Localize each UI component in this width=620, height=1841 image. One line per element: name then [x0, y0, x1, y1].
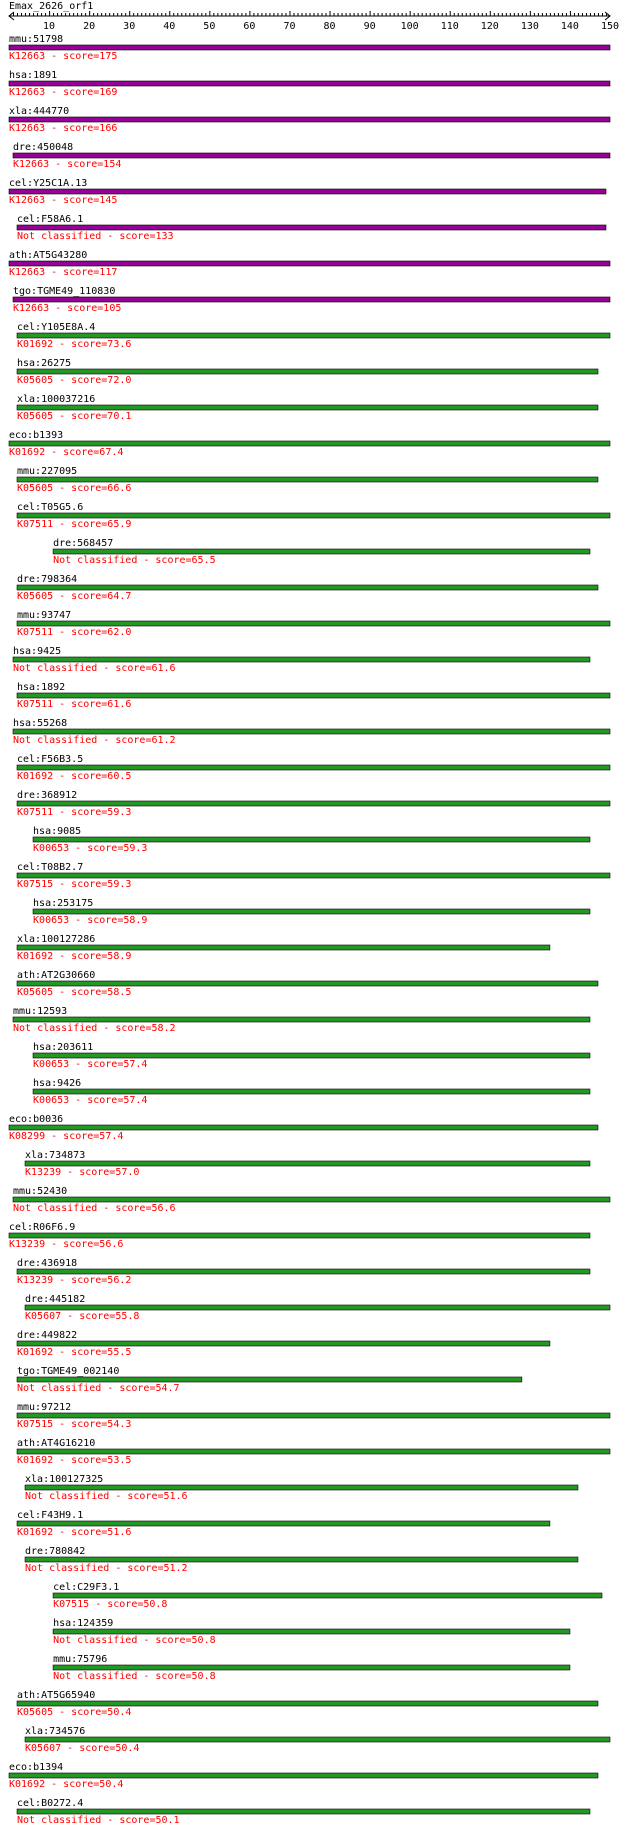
hit-id-label[interactable]: dre:798364 — [17, 574, 78, 585]
hit-row — [33, 826, 590, 854]
ruler-tick-label: 20 — [83, 21, 96, 32]
hit-annotation-label[interactable]: K13239 - score=57.0 — [25, 1167, 140, 1178]
hit-row — [9, 70, 610, 98]
query-title: Emax_2626_orf1 — [9, 1, 94, 12]
hit-alignment-bar[interactable] — [13, 1017, 590, 1022]
hit-id-label[interactable]: xla:100127325 — [25, 1474, 104, 1485]
hit-alignment-bar[interactable] — [25, 1737, 610, 1742]
hit-id-label[interactable]: mmu:75796 — [53, 1654, 108, 1665]
hit-annotation-label[interactable]: K12663 - score=145 — [9, 195, 118, 206]
hit-alignment-bar[interactable] — [9, 189, 606, 194]
hit-alignment-bar[interactable] — [17, 1521, 550, 1526]
hit-list — [9, 34, 610, 1826]
hit-alignment-bar[interactable] — [17, 369, 598, 374]
hit-alignment-bar[interactable] — [17, 477, 598, 482]
hit-id-label[interactable]: ath:AT5G65940 — [17, 1690, 96, 1701]
hit-alignment-bar[interactable] — [25, 1305, 610, 1310]
hit-annotation-label[interactable]: K05607 - score=55.8 — [25, 1311, 140, 1322]
hit-id-label[interactable]: xla:734873 — [25, 1150, 86, 1161]
hit-row — [17, 1402, 610, 1430]
hit-row — [17, 970, 598, 998]
hit-row — [53, 1618, 570, 1646]
hit-row — [53, 1654, 570, 1682]
hit-alignment-bar[interactable] — [25, 1161, 590, 1166]
hit-id-label[interactable]: xla:100037216 — [17, 394, 96, 405]
ruler-tick-label: 30 — [123, 21, 136, 32]
hit-annotation-label[interactable]: K05605 - score=50.4 — [17, 1707, 132, 1718]
hit-row — [17, 790, 610, 818]
hit-row — [25, 1726, 610, 1754]
hit-id-label[interactable]: ath:AT4G16210 — [17, 1438, 96, 1449]
hit-alignment-bar[interactable] — [17, 1701, 598, 1706]
hit-alignment-bar[interactable] — [17, 873, 610, 878]
hit-id-label[interactable]: mmu:227095 — [17, 466, 78, 477]
ruler-tick-label: 150 — [600, 21, 620, 32]
hit-alignment-bar[interactable] — [53, 1629, 570, 1634]
hit-row — [17, 934, 550, 962]
hit-annotation-label[interactable]: K07511 - score=62.0 — [17, 627, 132, 638]
hit-annotation-label[interactable]: K00653 - score=59.3 — [33, 843, 148, 854]
hit-row — [53, 1582, 602, 1610]
hit-id-label[interactable]: hsa:203611 — [33, 1042, 94, 1053]
hit-annotation-label[interactable]: K05605 - score=64.7 — [17, 591, 132, 602]
hit-id-label[interactable]: dre:568457 — [53, 538, 114, 549]
hit-annotation-label[interactable]: Not classified - score=51.2 — [25, 1563, 188, 1574]
hit-alignment-bar[interactable] — [17, 1809, 590, 1814]
hit-row — [17, 1798, 590, 1826]
hit-annotation-label[interactable]: K07511 - score=65.9 — [17, 519, 132, 530]
hit-annotation-label[interactable]: K12663 - score=166 — [9, 123, 118, 134]
hit-alignment-bar[interactable] — [13, 1197, 610, 1202]
hit-row — [9, 34, 610, 62]
hit-alignment-bar[interactable] — [13, 657, 590, 662]
hit-annotation-label[interactable]: K01692 - score=50.4 — [9, 1779, 124, 1790]
hit-alignment-bar[interactable] — [17, 1269, 590, 1274]
hit-annotation-label[interactable]: K05605 - score=72.0 — [17, 375, 132, 386]
hit-row — [9, 250, 610, 278]
ruler-tick-label: 140 — [560, 21, 579, 32]
hit-row — [25, 1546, 578, 1574]
hit-alignment-bar[interactable] — [17, 333, 610, 338]
hit-annotation-label[interactable]: K05605 - score=66.6 — [17, 483, 132, 494]
hit-id-label[interactable]: xla:444770 — [9, 106, 70, 117]
hit-alignment-bar[interactable] — [9, 117, 610, 122]
hit-annotation-label[interactable]: K01692 - score=67.4 — [9, 447, 124, 458]
hit-id-label[interactable]: mmu:52430 — [13, 1186, 68, 1197]
hit-row — [13, 718, 610, 746]
hit-annotation-label[interactable]: K07515 - score=59.3 — [17, 879, 132, 890]
ruler-tick-label: 100 — [400, 21, 419, 32]
hit-annotation-label[interactable]: K07511 - score=59.3 — [17, 807, 132, 818]
hit-id-label[interactable]: cel:B0272.4 — [17, 1798, 84, 1809]
hit-row — [17, 1438, 610, 1466]
hit-alignment-bar[interactable] — [25, 1485, 578, 1490]
hit-alignment-bar[interactable] — [17, 621, 610, 626]
hit-alignment-bar[interactable] — [13, 153, 610, 158]
hit-annotation-label[interactable]: Not classified - score=61.6 — [13, 663, 176, 674]
hit-alignment-bar[interactable] — [9, 1233, 590, 1238]
ruler-tick-label: 120 — [480, 21, 499, 32]
hit-row — [17, 610, 610, 638]
hit-id-label[interactable]: hsa:26275 — [17, 358, 72, 369]
hit-row — [17, 1258, 590, 1286]
hit-annotation-label[interactable]: K01692 - score=60.5 — [17, 771, 132, 782]
hit-annotation-label[interactable]: K13239 - score=56.6 — [9, 1239, 124, 1250]
position-ruler — [9, 11, 619, 32]
hit-alignment-bar[interactable] — [33, 1089, 590, 1094]
hit-alignment-bar[interactable] — [17, 945, 550, 950]
hit-alignment-bar[interactable] — [17, 225, 606, 230]
hit-alignment-bar[interactable] — [17, 765, 610, 770]
hit-alignment-bar[interactable] — [33, 909, 590, 914]
hit-row — [17, 574, 598, 602]
hit-alignment-bar[interactable] — [17, 981, 598, 986]
hit-id-label[interactable]: mmu:12593 — [13, 1006, 68, 1017]
hit-annotation-label[interactable]: K01692 - score=53.5 — [17, 1455, 132, 1466]
hit-annotation-label[interactable]: K00653 - score=58.9 — [33, 915, 148, 926]
hit-annotation-label[interactable]: Not classified - score=65.5 — [53, 555, 216, 566]
hit-row — [9, 106, 610, 134]
hit-alignment-bar[interactable] — [33, 1053, 590, 1058]
hit-alignment-bar[interactable] — [9, 81, 610, 86]
hit-annotation-label[interactable]: K12663 - score=175 — [9, 51, 118, 62]
hit-annotation-label[interactable]: K00653 - score=57.4 — [33, 1095, 148, 1106]
hit-id-label[interactable]: eco:b1394 — [9, 1762, 64, 1773]
hit-id-label[interactable]: hsa:1891 — [9, 70, 58, 81]
hit-id-label[interactable]: dre:449822 — [17, 1330, 78, 1341]
hit-annotation-label[interactable]: Not classified - score=50.1 — [17, 1815, 180, 1826]
hit-id-label[interactable]: hsa:9426 — [33, 1078, 82, 1089]
hit-id-label[interactable]: cel:C29F3.1 — [53, 1582, 120, 1593]
hit-id-label[interactable]: ath:AT2G30660 — [17, 970, 96, 981]
hit-id-label[interactable]: hsa:9085 — [33, 826, 82, 837]
hit-annotation-label[interactable]: K07515 - score=50.8 — [53, 1599, 168, 1610]
hit-annotation-label[interactable]: K00653 - score=57.4 — [33, 1059, 148, 1070]
hit-id-label[interactable]: tgo:TGME49_002140 — [17, 1366, 120, 1377]
hit-row — [53, 538, 590, 566]
hit-alignment-bar[interactable] — [9, 45, 610, 50]
hit-annotation-label[interactable]: Not classified - score=56.6 — [13, 1203, 176, 1214]
hit-row — [9, 1762, 598, 1790]
hit-alignment-bar[interactable] — [17, 585, 598, 590]
hit-row — [17, 682, 610, 710]
hit-id-label[interactable]: dre:436918 — [17, 1258, 78, 1269]
hit-row — [9, 1114, 598, 1142]
hit-id-label[interactable]: hsa:9425 — [13, 646, 62, 657]
hit-id-label[interactable]: dre:368912 — [17, 790, 78, 801]
hit-row — [25, 1150, 590, 1178]
hit-alignment-bar[interactable] — [53, 1593, 602, 1598]
hit-alignment-bar[interactable] — [53, 549, 590, 554]
hit-id-label[interactable]: cel:T05G5.6 — [17, 502, 84, 513]
ruler-tick-label: 80 — [323, 21, 336, 32]
hit-row — [9, 430, 610, 458]
hit-id-label[interactable]: cel:F43H9.1 — [17, 1510, 84, 1521]
hit-id-label[interactable]: xla:734576 — [25, 1726, 86, 1737]
hit-id-label[interactable]: hsa:124359 — [53, 1618, 114, 1629]
hit-row — [13, 142, 610, 170]
hit-annotation-label[interactable]: K07515 - score=54.3 — [17, 1419, 132, 1430]
hit-id-label[interactable]: cel:R06F6.9 — [9, 1222, 76, 1233]
hit-id-label[interactable]: cel:F58A6.1 — [17, 214, 84, 225]
hit-alignment-bar[interactable] — [17, 1413, 610, 1418]
hit-id-label[interactable]: xla:100127286 — [17, 934, 96, 945]
hit-row — [17, 862, 610, 890]
ruler-tick-label: 10 — [43, 21, 56, 32]
hit-id-label[interactable]: hsa:253175 — [33, 898, 94, 909]
hit-alignment-bar[interactable] — [17, 693, 610, 698]
ruler-tick-label: 110 — [440, 21, 459, 32]
hit-row — [17, 214, 606, 242]
hit-row — [25, 1294, 610, 1322]
hit-id-label[interactable]: mmu:93747 — [17, 610, 72, 621]
hit-alignment-bar[interactable] — [17, 513, 610, 518]
hit-annotation-label[interactable]: K01692 - score=58.9 — [17, 951, 132, 962]
hit-row — [17, 322, 610, 350]
hit-alignment-bar[interactable] — [17, 405, 598, 410]
ruler-tick-label: 90 — [363, 21, 376, 32]
hit-id-label[interactable]: cel:F56B3.5 — [17, 754, 84, 765]
hit-id-label[interactable]: eco:b0036 — [9, 1114, 64, 1125]
hit-alignment-bar[interactable] — [17, 801, 610, 806]
hit-alignment-bar[interactable] — [13, 729, 610, 734]
hit-annotation-label[interactable]: K05607 - score=50.4 — [25, 1743, 140, 1754]
hit-alignment-bar[interactable] — [9, 441, 610, 446]
hit-annotation-label[interactable]: Not classified - score=61.2 — [13, 735, 176, 746]
ruler-tick-label: 40 — [163, 21, 176, 32]
hit-annotation-label[interactable]: K05605 - score=58.5 — [17, 987, 132, 998]
hit-alignment-bar[interactable] — [9, 261, 610, 266]
hit-id-label[interactable]: tgo:TGME49_110830 — [13, 286, 116, 297]
hit-row — [25, 1474, 578, 1502]
hit-annotation-label[interactable]: K12663 - score=154 — [13, 159, 122, 170]
hit-annotation-label[interactable]: K01692 - score=55.5 — [17, 1347, 132, 1358]
hit-annotation-label[interactable]: Not classified - score=54.7 — [17, 1383, 180, 1394]
hit-annotation-label[interactable]: Not classified - score=50.8 — [53, 1635, 216, 1646]
hit-annotation-label[interactable]: K07511 - score=61.6 — [17, 699, 132, 710]
hit-row — [9, 178, 606, 206]
hit-annotation-label[interactable]: K12663 - score=169 — [9, 87, 118, 98]
hit-row — [13, 1186, 610, 1214]
hit-alignment-bar[interactable] — [9, 1773, 598, 1778]
hit-row — [13, 646, 590, 674]
hit-row — [17, 1330, 550, 1358]
hit-alignment-bar[interactable] — [53, 1665, 570, 1670]
hit-id-label[interactable]: dre:780842 — [25, 1546, 86, 1557]
hit-id-label[interactable]: hsa:55268 — [13, 718, 68, 729]
hit-row — [13, 286, 610, 314]
hit-alignment-bar[interactable] — [17, 1341, 550, 1346]
hit-row — [33, 898, 590, 926]
hit-row — [17, 502, 610, 530]
hit-annotation-label[interactable]: Not classified - score=133 — [17, 231, 174, 242]
hit-id-label[interactable]: ath:AT5G43280 — [9, 250, 88, 261]
ruler-tick-label: 70 — [283, 21, 296, 32]
hit-id-label[interactable]: cel:Y105E8A.4 — [17, 322, 96, 333]
hit-annotation-label[interactable]: Not classified - score=51.6 — [25, 1491, 188, 1502]
hit-id-label[interactable]: eco:b1393 — [9, 430, 64, 441]
hit-row — [33, 1078, 590, 1106]
hit-row — [17, 358, 598, 386]
hit-row — [17, 1366, 522, 1394]
hit-annotation-label[interactable]: K12663 - score=117 — [9, 267, 118, 278]
hit-alignment-bar[interactable] — [9, 1125, 598, 1130]
hit-annotation-label[interactable]: Not classified - score=58.2 — [13, 1023, 176, 1034]
hit-row — [17, 394, 598, 422]
hit-alignment-bar[interactable] — [25, 1557, 578, 1562]
ruler-tick-label: 60 — [243, 21, 256, 32]
hit-id-label[interactable]: cel:T08B2.7 — [17, 862, 84, 873]
hit-id-label[interactable]: dre:445182 — [25, 1294, 86, 1305]
hit-id-label[interactable]: mmu:51798 — [9, 34, 64, 45]
hit-alignment-bar[interactable] — [13, 297, 610, 302]
hit-alignment-bar[interactable] — [17, 1449, 610, 1454]
hit-annotation-label[interactable]: K08299 - score=57.4 — [9, 1131, 124, 1142]
hit-annotation-label[interactable]: Not classified - score=50.8 — [53, 1671, 216, 1682]
hit-row — [13, 1006, 590, 1034]
hit-id-label[interactable]: dre:450048 — [13, 142, 74, 153]
hit-annotation-label[interactable]: K12663 - score=105 — [13, 303, 122, 314]
hit-annotation-label[interactable]: K01692 - score=51.6 — [17, 1527, 132, 1538]
hit-annotation-label[interactable]: K01692 - score=73.6 — [17, 339, 132, 350]
hit-row — [17, 1510, 550, 1538]
ruler-tick-label: 130 — [520, 21, 539, 32]
hit-alignment-bar[interactable] — [17, 1377, 522, 1382]
hit-row — [9, 1222, 590, 1250]
hit-row — [17, 754, 610, 782]
hit-id-label[interactable]: mmu:97212 — [17, 1402, 72, 1413]
hit-row — [33, 1042, 590, 1070]
hit-alignment-bar[interactable] — [33, 837, 590, 842]
hit-annotation-label[interactable]: K13239 - score=56.2 — [17, 1275, 132, 1286]
ruler-tick-label: 50 — [203, 21, 216, 32]
hit-annotation-label[interactable]: K05605 - score=70.1 — [17, 411, 132, 422]
hit-row — [17, 466, 598, 494]
hit-id-label[interactable]: hsa:1892 — [17, 682, 66, 693]
hit-row — [17, 1690, 598, 1718]
hit-id-label[interactable]: cel:Y25C1A.13 — [9, 178, 88, 189]
